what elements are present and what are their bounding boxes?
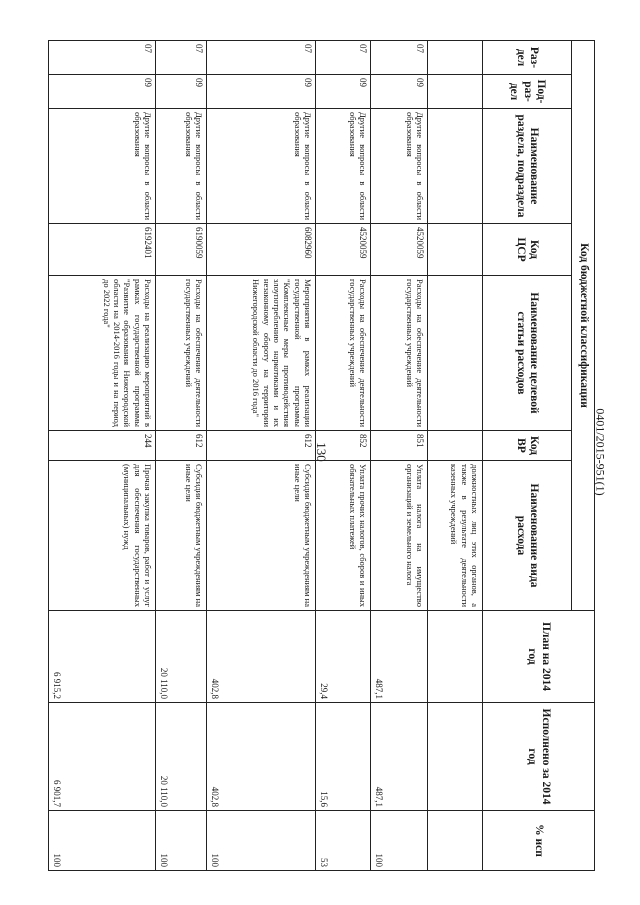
budget-table-wrapper: [51, 40, 595, 870]
cell-csr: 6190059: [156, 224, 207, 276]
cell-pct: 100: [371, 811, 428, 871]
header-razdel: Раз- дел: [483, 41, 572, 75]
header-name-csr: Наименование целевой статьи расходов: [483, 276, 572, 431]
cell-csr: 4520059: [316, 224, 371, 276]
group-header: Код бюджетной классификации: [572, 41, 595, 611]
budget-classification-table: [48, 40, 595, 871]
cell-vr: 851: [371, 431, 428, 461]
cell-plan: 29,4: [316, 611, 371, 703]
cell-razdel: 07: [207, 41, 316, 75]
cell-fact: 15,6: [316, 703, 371, 811]
cell-podrazdel: 09: [49, 75, 156, 109]
cell-name-podrazdel: Другие вопросы в области образования: [207, 109, 316, 224]
cell-podrazdel: 09: [371, 75, 428, 109]
cell-name-csr: Расходы на реализацию мероприятий в рамках государственной программы "Развитие образования Нижегородской области на 2014-2016 годы и на период до 2022 года": [49, 276, 156, 431]
cell-fact: 6 901,7: [49, 703, 156, 811]
table-row: [316, 41, 371, 871]
cell-name-csr: [428, 276, 483, 431]
cell-podrazdel: 09: [156, 75, 207, 109]
table-row: [156, 41, 207, 871]
cell-vr: 612: [207, 431, 316, 461]
cell-plan: 6 915,2: [49, 611, 156, 703]
cell-vr: [428, 431, 483, 461]
cell-podrazdel: 09: [207, 75, 316, 109]
cell-fact: 402,8: [207, 703, 316, 811]
cell-fact: 20 110,0: [156, 703, 207, 811]
cell-pct: 100: [49, 811, 156, 871]
cell-name-vr: Уплата прочих налогов, сборов и иных обязательных платежей: [316, 461, 371, 611]
cell-pct: [428, 811, 483, 871]
page-number: 130: [314, 442, 329, 462]
header-plan: План на 2014 год: [483, 611, 595, 703]
cell-name-podrazdel: Другие вопросы в области образования: [49, 109, 156, 224]
cell-name-podrazdel: Другие вопросы в области образования: [316, 109, 371, 224]
header-pct: % исп: [483, 811, 595, 871]
table-row: [49, 41, 156, 871]
cell-razdel: [428, 41, 483, 75]
cell-name-vr: Субсидии бюджетным учреждениям на иные цели: [207, 461, 316, 611]
cell-razdel: 07: [371, 41, 428, 75]
cell-pct: 100: [207, 811, 316, 871]
cell-pct: 100: [156, 811, 207, 871]
table-row: [428, 41, 483, 871]
cell-razdel: 07: [316, 41, 371, 75]
cell-vr: 244: [49, 431, 156, 461]
cell-plan: 20 110,0: [156, 611, 207, 703]
header-name-vr: Наименование вида расхода: [483, 461, 572, 611]
cell-razdel: 07: [156, 41, 207, 75]
cell-csr: 4520059: [371, 224, 428, 276]
cell-podrazdel: [428, 75, 483, 109]
table-row: [371, 41, 428, 871]
cell-name-vr: Прочая закупка товаров, работ и услуг для обеспечения государственных (муниципальных) нужд: [49, 461, 156, 611]
document-id: 0401/2015-951(1): [593, 408, 608, 496]
header-vr: Код ВР: [483, 431, 572, 461]
cell-name-csr: Расходы на обеспечение деятельности государственных учреждений: [156, 276, 207, 431]
rotated-page-area: [51, 40, 595, 870]
cell-name-csr: Расходы на обеспечение деятельности государственных учреждений: [316, 276, 371, 431]
header-fact: Исполнено за 2014 год: [483, 703, 595, 811]
cell-fact: [428, 703, 483, 811]
cell-csr: 6192401: [49, 224, 156, 276]
cell-name-vr: должностных лиц этих органов, а также в результате деятельности казенных учреждений: [428, 461, 483, 611]
cell-csr: 6082960: [207, 224, 316, 276]
cell-name-csr: Мероприятия в рамках реализации государственной программы "Комплексные меры противодействия злоупотреблению наркотиками и их незаконному обороту на территории Нижегородской области до 2016 года": [207, 276, 316, 431]
cell-name-csr: Расходы на обеспечение деятельности государственных учреждений: [371, 276, 428, 431]
cell-name-vr: Субсидии бюджетным учреждениям на иные цели: [156, 461, 207, 611]
cell-vr: 612: [156, 431, 207, 461]
cell-name-podrazdel: Другие вопросы в области образования: [156, 109, 207, 224]
table-row: [207, 41, 316, 871]
header-csr: Код ЦСР: [483, 224, 572, 276]
cell-plan: [428, 611, 483, 703]
cell-vr: 852: [316, 431, 371, 461]
cell-name-podrazdel: Другие вопросы в области образования: [371, 109, 428, 224]
header-name-podrazdel: Наименование раздела, подраздела: [483, 109, 572, 224]
cell-fact: 487,1: [371, 703, 428, 811]
cell-plan: 487,1: [371, 611, 428, 703]
cell-pct: 53: [316, 811, 371, 871]
cell-razdel: 07: [49, 41, 156, 75]
table-group-header-row: [572, 41, 595, 871]
cell-podrazdel: 09: [316, 75, 371, 109]
cell-plan: 402,8: [207, 611, 316, 703]
cell-csr: [428, 224, 483, 276]
cell-name-podrazdel: [428, 109, 483, 224]
cell-name-vr: Уплата налога на имущество организаций и земельного налога: [371, 461, 428, 611]
header-podrazdel: Под- раз- дел: [483, 75, 572, 109]
